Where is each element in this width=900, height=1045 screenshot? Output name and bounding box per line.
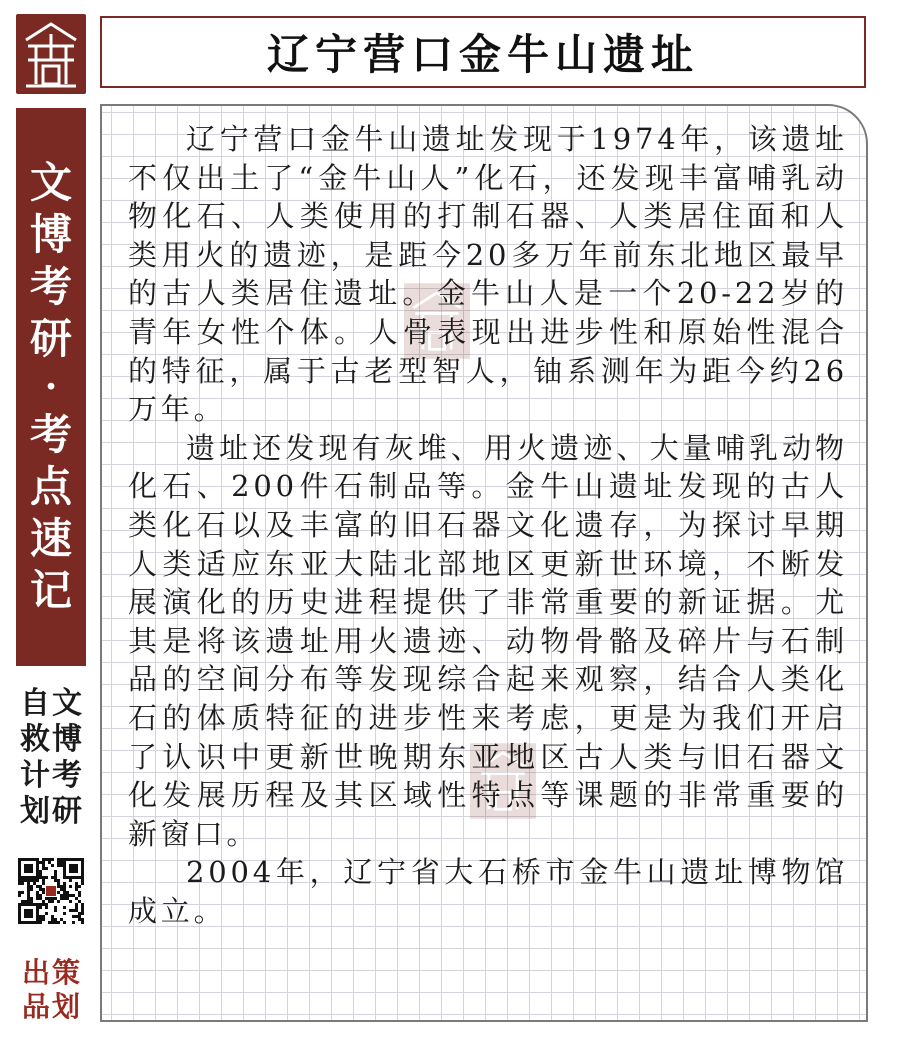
title-banner [100, 16, 866, 88]
label-char: 考 [52, 758, 82, 793]
producer-label [16, 956, 86, 1024]
label-column [52, 956, 80, 1024]
banner-char: 点 [29, 462, 72, 511]
label-column [20, 686, 50, 830]
page-title: 辽宁营口金牛山遗址 [266, 30, 699, 79]
label-char: 自 [20, 686, 50, 721]
label-char: 品 [21, 990, 50, 1023]
label-char: 文 [52, 686, 82, 721]
label-char: 划 [20, 794, 50, 829]
label-char: 划 [52, 990, 81, 1023]
banner-char: 记 [29, 566, 72, 615]
paragraph: 遗址还发现有灰堆、用火遗迹、大量哺乳动物化石、200件石制品等。金牛山遗址发现的古人类化石以及丰富的旧石器文化遗存，为探讨早期人类适应东亚大陆北部地区更新世环境，不断发展演化的历史进程提供了非常重要的新证据。尤其是将该遗址用火遗迹、动物骨骼及碎片与石制品的空间分布等发现综合起来观察，结合人类化石的体质特征的进步性来考虑，更是为我们开启了认识中更新世晚期东亚地区古人类与旧石器文化发展历程及其区域性特点等课题的非常重要的新窗口。 [128, 430, 848, 851]
label-char: 研 [52, 794, 82, 829]
self-rescue-label [16, 686, 86, 830]
banner-char: 考 [29, 262, 72, 311]
paragraph: 辽宁营口金牛山遗址发现于1974年，该遗址不仅出土了“金牛山人”化石，还发现丰富哺乳动物化石、人类使用的打制石器、人类居住面和人类用火的遗迹，是距今20多万年前东北地区最早的古人类居住遗址。金牛山人是一个20-22岁的青年女性个体。人骨表现出进步性和原始性混合的特征，属于古老型智人，铀系测年为距今约26万年。 [128, 122, 848, 427]
label-char: 策 [52, 956, 81, 989]
paragraph: 2004年，辽宁省大石桥市金牛山遗址博物馆成立。 [128, 855, 848, 928]
label-char: 救 [20, 722, 50, 757]
article-card [100, 104, 868, 1022]
label-column [52, 686, 82, 830]
banner-char: 博 [29, 210, 72, 259]
banner-char: 速 [29, 514, 72, 563]
banner-char: 研 [29, 314, 72, 363]
banner-char: 考 [29, 410, 72, 459]
banner-separator: · [44, 366, 58, 408]
column-banner [16, 108, 86, 666]
label-char: 出 [21, 956, 50, 989]
qr-code-icon[interactable] [18, 858, 84, 924]
brand-logo-icon [16, 14, 86, 94]
article-body [128, 120, 848, 930]
banner-char: 文 [29, 158, 72, 207]
label-column [22, 956, 50, 1024]
label-char: 计 [20, 758, 50, 793]
label-char: 博 [52, 722, 82, 757]
